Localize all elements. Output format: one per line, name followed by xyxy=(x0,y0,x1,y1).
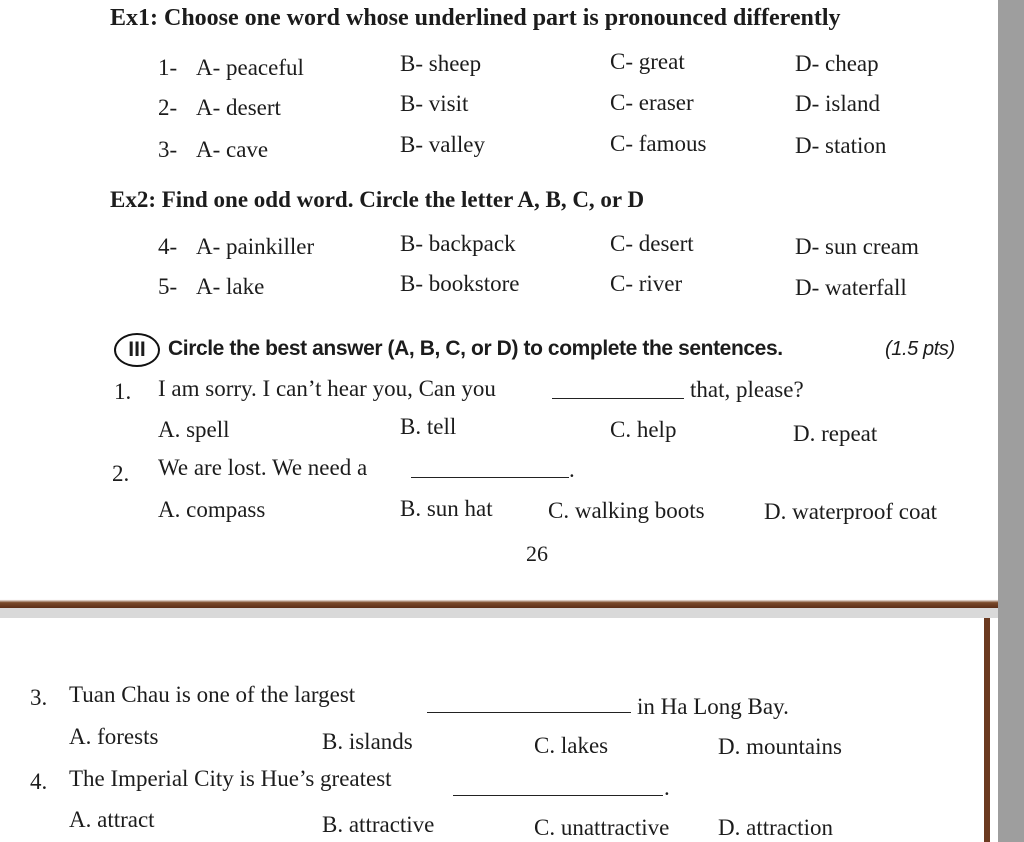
page-number: 26 xyxy=(526,541,548,566)
ex1-title: Ex1: Choose one word whose underlined part is pronounced differently xyxy=(110,5,841,31)
q2-option-b: B. sun hat xyxy=(400,496,493,521)
ex2-q4-option-c: C- desert xyxy=(610,231,694,256)
ex2-q4-option-b: B- backpack xyxy=(400,231,516,256)
q4-option-b: B. attractive xyxy=(322,812,435,837)
q2-number: 2. xyxy=(112,461,130,486)
ex2-q5-option-c: C- river xyxy=(610,271,683,296)
ex1-q1-option-a: A- peaceful xyxy=(196,55,304,80)
ex1-q1-option-c: C- great xyxy=(610,49,685,74)
ex2-q5-number: 5- xyxy=(158,274,178,299)
ex1-q3-option-a: A- cave xyxy=(196,137,269,162)
ex2-title: Ex2: Find one odd word. Circle the letter A, B, C, or D xyxy=(110,187,645,212)
q4-option-d: D. attraction xyxy=(718,815,833,840)
ex1-q1-option-b: B- sheep xyxy=(400,51,482,76)
ex1-q2-number: 2- xyxy=(158,95,178,120)
ex1-q3-number: 3- xyxy=(158,137,178,162)
q4-number: 4. xyxy=(30,769,48,794)
q1-option-d: D. repeat xyxy=(793,421,878,446)
page-bottom-edge xyxy=(984,618,990,842)
ex1-q2-option-d: D- island xyxy=(795,91,880,116)
ex1-q2-option-a: A- desert xyxy=(196,95,281,120)
ex2-q4-number: 4- xyxy=(158,234,178,259)
q1-number: 1. xyxy=(114,379,132,404)
q1-option-a: A. spell xyxy=(158,417,230,442)
q3-option-c: C. lakes xyxy=(534,733,609,758)
q3-option-d: D. mountains xyxy=(718,734,842,759)
q2-option-c: C. walking boots xyxy=(548,498,705,523)
ex1-q1-option-d: D- cheap xyxy=(795,51,879,76)
ex2-q4-option-d: D- sun cream xyxy=(795,234,919,259)
ex1-q1-number: 1- xyxy=(158,55,178,80)
section-numeral-badge: III xyxy=(114,333,160,367)
q3-number: 3. xyxy=(30,685,48,710)
ex2-q5-option-b: B- bookstore xyxy=(400,271,520,296)
q4-option-c: C. unattractive xyxy=(534,815,670,840)
q4-option-a: A. attract xyxy=(69,807,155,832)
ex1-q2-option-c: C- eraser xyxy=(610,90,694,115)
q2-option-d: D. waterproof coat xyxy=(764,499,938,524)
q2-answer-blank xyxy=(411,477,569,478)
ex1-q3-option-c: C- famous xyxy=(610,131,707,156)
q3-stem-end: in Ha Long Bay. xyxy=(637,694,789,719)
q1-stem-end: that, please? xyxy=(690,377,804,402)
q3-option-a: A. forests xyxy=(69,724,159,749)
q1-option-b: B. tell xyxy=(400,414,457,439)
q2-stem: We are lost. We need a xyxy=(158,455,368,480)
ex2-q5-option-d: D- waterfall xyxy=(795,275,907,300)
q1-option-c: C. help xyxy=(610,417,677,442)
ex1-q3-option-b: B- valley xyxy=(400,132,485,157)
q1-answer-blank xyxy=(552,398,684,399)
section3-title: Circle the best answer (A, B, C, or D) to complete the sentences. xyxy=(168,337,783,360)
worksheet-page-bottom xyxy=(0,618,990,842)
page-edge-shadow xyxy=(0,596,998,608)
q4-stem: The Imperial City is Hue’s greatest xyxy=(69,766,392,791)
q4-answer-blank xyxy=(453,795,663,796)
ex1-q3-option-d: D- station xyxy=(795,133,887,158)
ex2-q5-option-a: A- lake xyxy=(196,274,265,299)
q1-stem: I am sorry. I can’t hear you, Can you xyxy=(158,376,496,401)
section3-points: (1.5 pts) xyxy=(885,338,955,360)
q4-stem-end: . xyxy=(664,775,670,800)
q3-answer-blank xyxy=(427,712,631,713)
viewer-background-strip xyxy=(998,0,1024,842)
page-gap xyxy=(0,608,998,618)
q3-stem: Tuan Chau is one of the largest xyxy=(69,682,356,707)
ex1-q2-option-b: B- visit xyxy=(400,91,469,116)
q2-stem-end: . xyxy=(569,457,575,482)
q2-option-a: A. compass xyxy=(158,497,266,522)
ex2-q4-option-a: A- painkiller xyxy=(196,234,315,259)
q3-option-b: B. islands xyxy=(322,729,413,754)
